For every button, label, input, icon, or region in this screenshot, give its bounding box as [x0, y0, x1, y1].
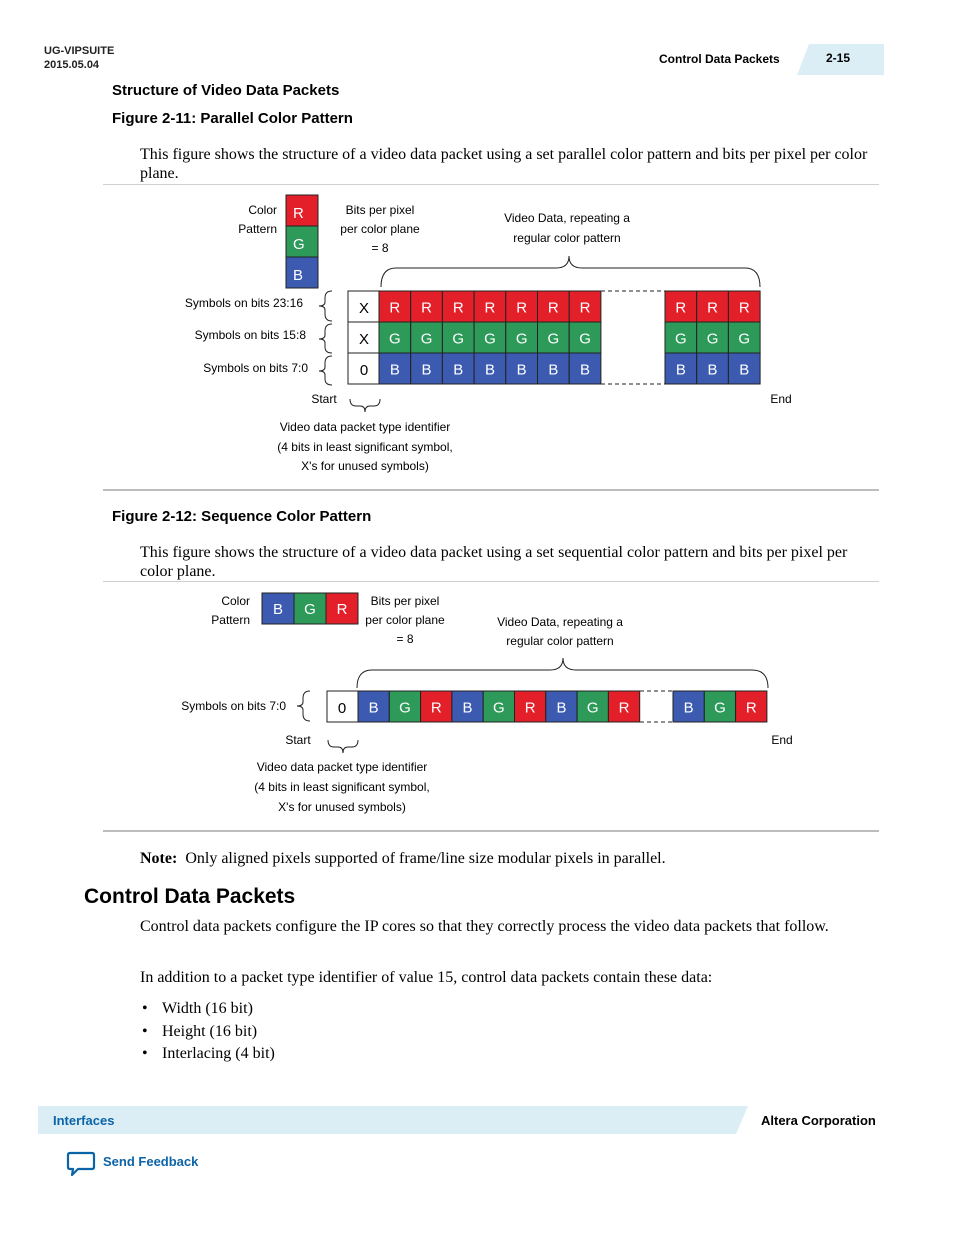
- pixel-symbol: B: [484, 361, 495, 379]
- pixel-symbol: G: [484, 330, 496, 348]
- pixel-symbol: B: [389, 361, 400, 379]
- video-data-brace: [381, 256, 760, 287]
- identifier-label: Video data packet type identifier: [279, 420, 451, 434]
- control-paragraph-2: In addition to a packet type identifier of value 15, control data packets contain these data:: [140, 969, 713, 986]
- row-label-7-0: Symbols on bits 7:0: [181, 699, 286, 713]
- figure-2-11-caption: Figure 2-11: Parallel Color Pattern: [112, 110, 353, 127]
- color-pattern-label: Color: [248, 203, 277, 217]
- start-label: Start: [311, 392, 337, 406]
- row-brace: [319, 324, 332, 353]
- pixel-symbol: B: [580, 361, 591, 379]
- pixel-symbol: R: [675, 299, 687, 317]
- pixel-symbol: G: [399, 699, 411, 717]
- figure-2-12-description: This figure shows the structure of a video data packet using a set sequential color pattern and bits per pixel per color plane.: [140, 544, 848, 580]
- pixel-symbol: G: [452, 330, 465, 348]
- pixel-symbol: R: [738, 299, 750, 317]
- pixel-symbol: G: [420, 330, 433, 348]
- sequence-color-pattern-diagram: [0, 585, 954, 830]
- row-brace: [319, 356, 332, 385]
- start-label: Start: [285, 733, 311, 747]
- video-data-label: regular color pattern: [513, 231, 621, 245]
- control-data-list: [140, 998, 540, 1066]
- end-label: End: [770, 392, 792, 406]
- parallel-pixel-grid: [379, 291, 760, 384]
- identifier-label: Video data packet type identifier: [256, 760, 428, 774]
- row-label-23-16: Symbols on bits 23:16: [184, 296, 303, 310]
- pixel-symbol: B: [462, 699, 473, 717]
- pixel-symbol: G: [586, 699, 599, 717]
- pixel-symbol: B: [683, 699, 694, 717]
- structure-heading: Structure of Video Data Packets: [112, 82, 340, 99]
- pixel-symbol: R: [484, 299, 496, 317]
- pixel-symbol: R: [430, 699, 442, 717]
- pattern-letter: G: [293, 236, 305, 253]
- pixel-symbol: G: [706, 330, 719, 348]
- pattern-letter: R: [336, 601, 348, 618]
- pixel-symbol: R: [579, 299, 591, 317]
- feedback-icon[interactable]: [66, 1151, 96, 1182]
- sequence-pixel-grid: [358, 691, 767, 722]
- figure-separator: [103, 489, 879, 491]
- bits-label: per color plane: [340, 222, 420, 236]
- figure-top-rule: [103, 581, 879, 582]
- doc-date: 2015.05.04: [44, 59, 100, 71]
- figure-separator: [103, 830, 879, 832]
- pixel-symbol: G: [579, 330, 591, 348]
- header-symbol: X: [358, 300, 370, 317]
- pixel-symbol: R: [389, 299, 401, 317]
- pixel-symbol: R: [707, 299, 718, 317]
- list-item: • Width (16 bit): [140, 998, 540, 1021]
- figure-2-11-description: This figure shows the structure of a video data packet using a set parallel color pattern and bits per pixel per color plane.: [140, 146, 868, 182]
- control-paragraph-1: Control data packets configure the IP cores so that they correctly process the video data packets that follow.: [140, 918, 829, 935]
- video-data-brace: [357, 658, 768, 688]
- note: [140, 849, 880, 868]
- parallel-color-pattern-diagram: [0, 190, 954, 490]
- row-brace: [319, 291, 332, 321]
- pixel-symbol: B: [548, 361, 559, 379]
- page-number: 2-15: [826, 51, 851, 65]
- pattern-letter: G: [304, 601, 316, 618]
- list-item: • Height (16 bit): [140, 1021, 540, 1044]
- row-label-7-0: Symbols on bits 7:0: [203, 361, 308, 375]
- pixel-symbol: B: [556, 699, 567, 717]
- pixel-symbol: B: [707, 361, 718, 379]
- pixel-symbol: R: [516, 299, 528, 317]
- video-data-label: Video Data, repeating a: [504, 211, 630, 225]
- header-symbol: 0: [337, 700, 347, 717]
- figure-2-12-caption: Figure 2-12: Sequence Color Pattern: [112, 508, 372, 525]
- color-pattern-legend: [262, 593, 358, 624]
- color-pattern-label: Pattern: [238, 222, 277, 236]
- pixel-symbol: G: [675, 330, 687, 348]
- pixel-symbol: B: [421, 361, 432, 379]
- footer-company: Altera Corporation: [761, 1113, 876, 1128]
- note-text: Only aligned pixels supported of frame/line size modular pixels in parallel.: [185, 850, 666, 867]
- footer-chapter-link[interactable]: Interfaces: [53, 1113, 115, 1128]
- bits-label: = 8: [396, 632, 414, 646]
- video-data-label: Video Data, repeating a: [497, 615, 623, 629]
- section-heading: Control Data Packets: [84, 885, 296, 908]
- pixel-symbol: B: [453, 361, 464, 379]
- identifier-label: (4 bits in least significant symbol,: [254, 780, 430, 794]
- pattern-letter: R: [293, 205, 304, 222]
- bits-label: Bits per pixel: [345, 203, 415, 217]
- header-symbol: 0: [359, 362, 369, 379]
- figure-top-rule: [103, 184, 879, 185]
- pixel-symbol: G: [738, 330, 751, 348]
- footer-bar: [38, 1106, 748, 1134]
- end-label: End: [771, 733, 793, 747]
- pixel-symbol: B: [675, 361, 686, 379]
- identifier-label: X's for unused symbols): [278, 800, 406, 814]
- pixel-symbol: G: [493, 699, 505, 717]
- pixel-symbol: G: [515, 330, 528, 348]
- pixel-symbol: G: [389, 330, 401, 348]
- pixel-symbol: R: [524, 699, 536, 717]
- bits-label: per color plane: [365, 613, 445, 627]
- pixel-symbol: R: [421, 299, 432, 317]
- bits-label: Bits per pixel: [370, 594, 440, 608]
- identifier-brace: [350, 399, 380, 412]
- color-pattern-label: Pattern: [211, 613, 250, 627]
- bits-label: = 8: [371, 241, 389, 255]
- pixel-symbol: R: [745, 699, 757, 717]
- pixel-symbol: B: [516, 361, 527, 379]
- pixel-symbol: R: [452, 299, 464, 317]
- pixel-symbol: G: [714, 699, 726, 717]
- pixel-symbol: B: [368, 699, 379, 717]
- pixel-symbol: R: [547, 299, 559, 317]
- color-pattern-legend: [286, 195, 318, 288]
- identifier-label: X's for unused symbols): [301, 459, 429, 473]
- header-section-title: Control Data Packets: [659, 52, 780, 66]
- identifier-label: (4 bits in least significant symbol,: [277, 440, 453, 454]
- pixel-symbol: G: [547, 330, 560, 348]
- video-data-label: regular color pattern: [506, 634, 614, 648]
- header-symbol: X: [358, 331, 370, 348]
- row-label-15-8: Symbols on bits 15:8: [194, 328, 306, 342]
- note-label: Note:: [140, 850, 178, 867]
- pixel-symbol: R: [618, 699, 630, 717]
- doc-id: UG-VIPSUITE: [44, 45, 115, 57]
- send-feedback-link[interactable]: Send Feedback: [103, 1154, 199, 1169]
- identifier-brace: [328, 740, 358, 753]
- pixel-symbol: B: [739, 361, 750, 379]
- color-pattern-label: Color: [221, 594, 250, 608]
- row-brace: [297, 691, 310, 721]
- pattern-letter: B: [293, 267, 304, 284]
- list-item: • Interlacing (4 bit): [140, 1043, 540, 1066]
- pattern-letter: B: [272, 601, 284, 618]
